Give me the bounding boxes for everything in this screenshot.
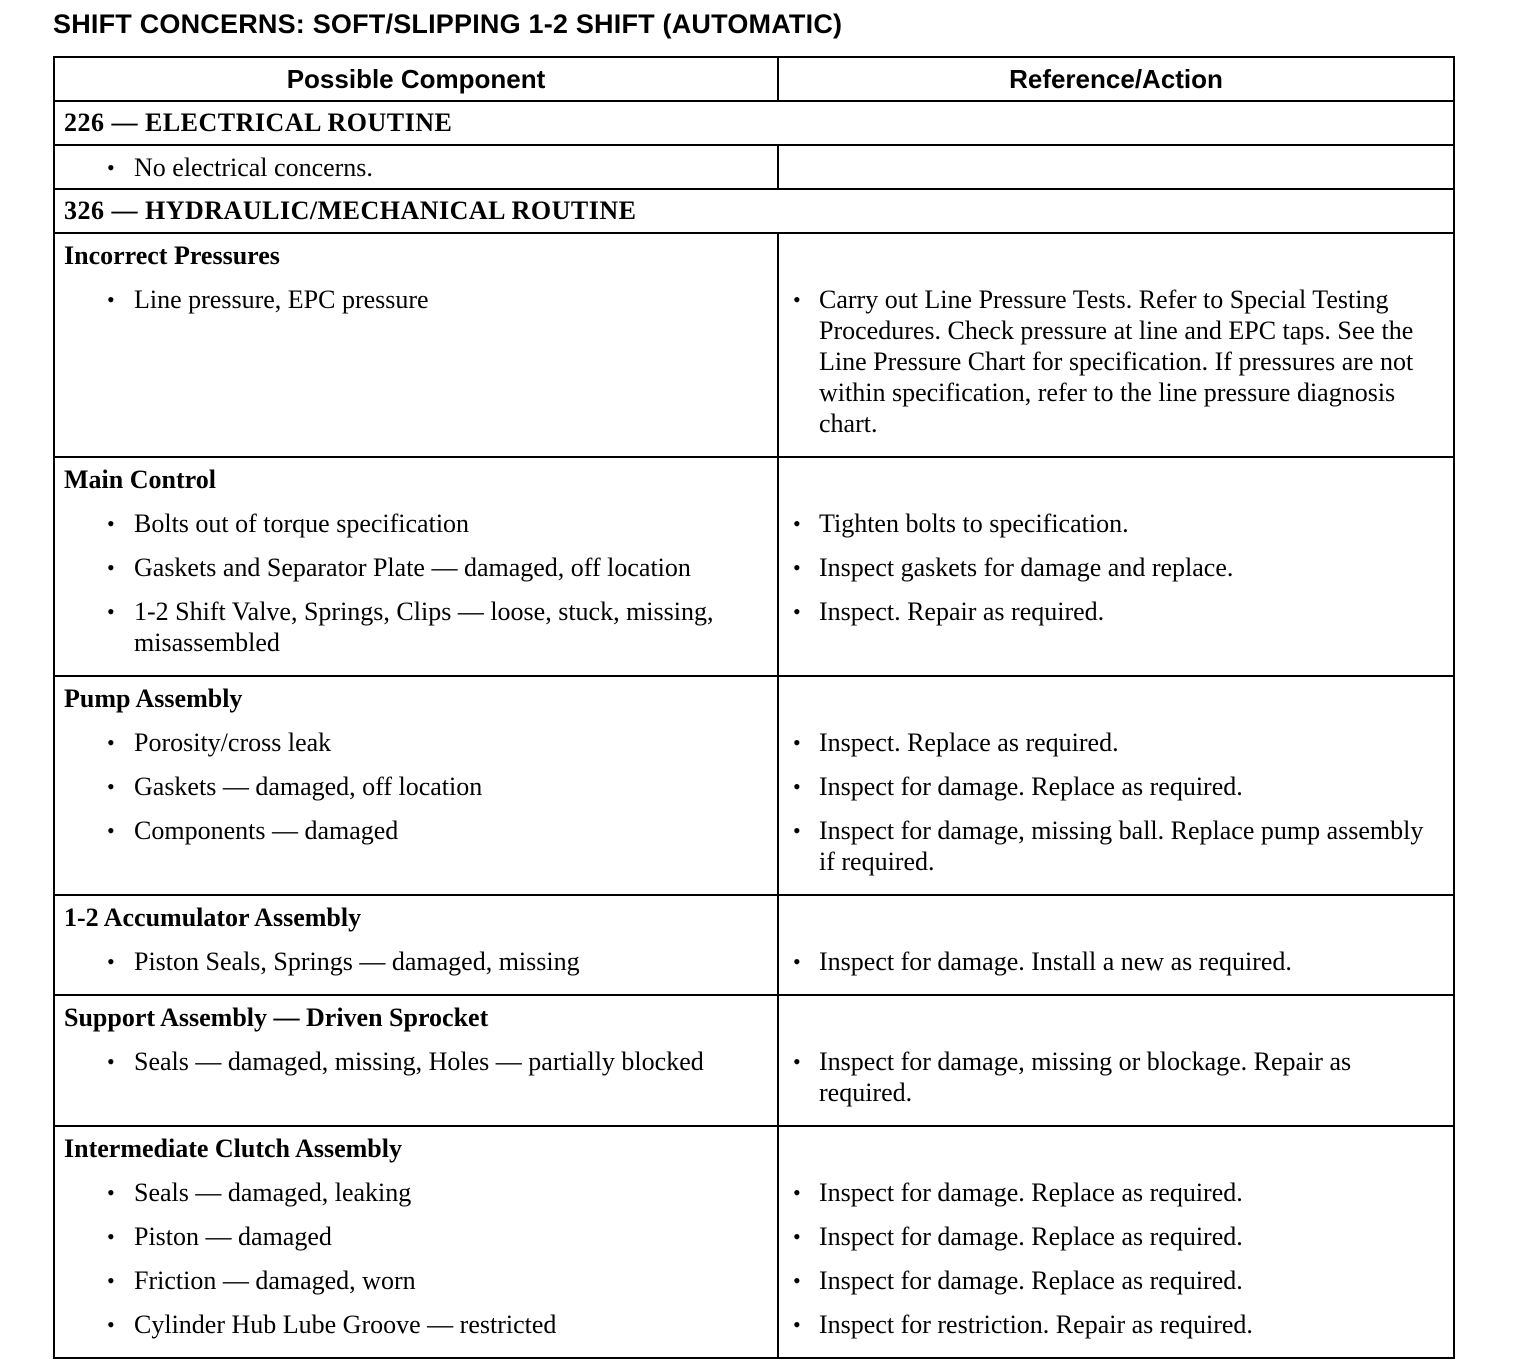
component-text: Piston — damaged	[134, 1222, 332, 1251]
component-text: 1-2 Shift Valve, Springs, Clips — loose, stuck, missing, misassembled	[134, 597, 714, 657]
component-text: Cylinder Hub Lube Groove — restricted	[134, 1310, 557, 1339]
group-row	[54, 457, 1454, 676]
action-cell	[778, 145, 1454, 189]
column-header-component: Possible Component	[54, 57, 778, 101]
bullet-icon: •	[793, 511, 801, 536]
list-item	[779, 946, 1453, 977]
list-item	[55, 596, 777, 658]
list-item	[55, 815, 777, 877]
list-item	[55, 284, 777, 439]
action-text: Inspect. Replace as required.	[819, 728, 1119, 757]
routine-title: 226 — ELECTRICAL ROUTINE	[54, 101, 1454, 145]
bullet-icon: •	[793, 1049, 801, 1074]
action-cell	[778, 1126, 1454, 1358]
action-text: Inspect for damage. Replace as required.	[819, 1178, 1243, 1207]
action-text: Inspect for damage. Replace as required.	[819, 1266, 1243, 1295]
list-item	[55, 1177, 777, 1208]
component-cell	[54, 895, 778, 995]
bullet-icon: •	[107, 730, 115, 755]
group-title: Main Control	[64, 465, 216, 494]
group-row	[54, 676, 1454, 895]
action-text: Tighten bolts to specification.	[819, 509, 1129, 538]
component-cell	[54, 233, 778, 457]
component-cell	[54, 676, 778, 895]
bullet-icon: •	[107, 949, 115, 974]
action-text: Inspect for damage, missing ball. Replace pump assembly if required.	[819, 816, 1424, 876]
bullet-icon: •	[107, 818, 115, 843]
action-text: Inspect for damage. Replace as required.	[819, 772, 1243, 801]
component-text: Components — damaged	[134, 816, 399, 845]
bullet-icon: •	[793, 1180, 801, 1205]
list-item	[779, 1046, 1453, 1108]
list-item	[779, 815, 1453, 877]
component-text: Porosity/cross leak	[134, 728, 332, 757]
list-item	[55, 771, 777, 802]
bullet-icon: •	[107, 154, 115, 180]
component-text: Line pressure, EPC pressure	[134, 285, 429, 314]
list-item	[779, 771, 1453, 802]
component-text: Seals — damaged, leaking	[134, 1178, 412, 1207]
list-item	[55, 1221, 777, 1252]
list-item	[779, 552, 1453, 583]
list-item	[55, 552, 777, 583]
bullet-icon: •	[107, 511, 115, 536]
list-item	[55, 152, 777, 183]
component-text: Piston Seals, Springs — damaged, missing	[134, 947, 580, 976]
list-item	[779, 1265, 1453, 1296]
action-cell	[778, 457, 1454, 676]
bullet-icon: •	[107, 774, 115, 799]
bullet-icon: •	[793, 555, 801, 580]
component-text: Gaskets — damaged, off location	[134, 772, 483, 801]
list-item	[779, 1309, 1453, 1340]
group-title: Pump Assembly	[64, 684, 243, 713]
bullet-icon: •	[793, 1268, 801, 1293]
list-item	[55, 1309, 777, 1340]
list-item	[779, 1177, 1453, 1208]
action-text: Inspect gaskets for damage and replace.	[819, 553, 1234, 582]
bullet-icon: •	[793, 1312, 801, 1337]
component-cell	[54, 995, 778, 1126]
component-text: Friction — damaged, worn	[134, 1266, 416, 1295]
list-item	[779, 508, 1453, 539]
action-cell	[778, 995, 1454, 1126]
bullet-icon: •	[107, 1049, 115, 1074]
component-text: Seals — damaged, missing, Holes — partially blocked	[134, 1047, 704, 1076]
list-item	[55, 946, 777, 977]
group-row	[54, 1126, 1454, 1358]
list-item	[55, 1046, 777, 1108]
bullet-icon: •	[793, 818, 801, 843]
bullet-icon: •	[107, 1180, 115, 1205]
component-text: Gaskets and Separator Plate — damaged, off location	[134, 553, 691, 582]
list-item	[55, 727, 777, 758]
action-text: Inspect for damage. Install a new as required.	[819, 947, 1292, 976]
bullet-icon: •	[793, 287, 801, 312]
action-text: Carry out Line Pressure Tests. Refer to Special Testing Procedures. Check pressure at line and EPC taps. See the Line Pressure Chart for specification. If pressures are not within specification, refer to the line pressure diagnosis chart.	[819, 285, 1414, 438]
group-title: Incorrect Pressures	[64, 241, 280, 270]
bullet-icon: •	[107, 287, 115, 312]
group-row	[54, 233, 1454, 457]
action-cell	[778, 676, 1454, 895]
action-text: Inspect. Repair as required.	[819, 597, 1105, 626]
bullet-icon: •	[793, 599, 801, 624]
action-text: Inspect for restriction. Repair as required.	[819, 1310, 1253, 1339]
bullet-icon: •	[793, 730, 801, 755]
bullet-icon: •	[793, 1224, 801, 1249]
group-title: Intermediate Clutch Assembly	[64, 1134, 402, 1163]
routine-title: 326 — HYDRAULIC/MECHANICAL ROUTINE	[54, 189, 1454, 233]
diagnosis-table	[53, 56, 1455, 1359]
list-item	[55, 1265, 777, 1296]
bullet-icon: •	[793, 774, 801, 799]
group-title: 1-2 Accumulator Assembly	[64, 903, 362, 932]
table-row	[54, 145, 1454, 189]
group-row	[54, 895, 1454, 995]
component-text: No electrical concerns.	[134, 152, 373, 182]
action-text: Inspect for damage. Replace as required.	[819, 1222, 1243, 1251]
component-cell	[54, 145, 778, 189]
list-item	[55, 508, 777, 539]
table-header-row	[54, 57, 1454, 101]
action-cell	[778, 895, 1454, 995]
action-cell	[778, 233, 1454, 457]
list-item	[779, 727, 1453, 758]
bullet-icon: •	[107, 1312, 115, 1337]
list-item	[779, 596, 1453, 658]
column-header-action: Reference/Action	[778, 57, 1454, 101]
bullet-icon: •	[793, 949, 801, 974]
group-row	[54, 995, 1454, 1126]
list-item	[779, 1221, 1453, 1252]
component-cell	[54, 457, 778, 676]
action-text: Inspect for damage, missing or blockage. Repair as required.	[819, 1047, 1352, 1107]
list-item	[779, 284, 1453, 439]
bullet-icon: •	[107, 1268, 115, 1293]
bullet-icon: •	[107, 599, 115, 624]
bullet-icon: •	[107, 1224, 115, 1249]
component-cell	[54, 1126, 778, 1358]
page-title: SHIFT CONCERNS: SOFT/SLIPPING 1-2 SHIFT (AUTOMATIC)	[53, 9, 843, 39]
bullet-icon: •	[107, 555, 115, 580]
group-title: Support Assembly — Driven Sprocket	[64, 1003, 489, 1032]
component-text: Bolts out of torque specification	[134, 509, 470, 538]
routine-row-hydraulic	[54, 189, 1454, 233]
routine-row-electrical	[54, 101, 1454, 145]
